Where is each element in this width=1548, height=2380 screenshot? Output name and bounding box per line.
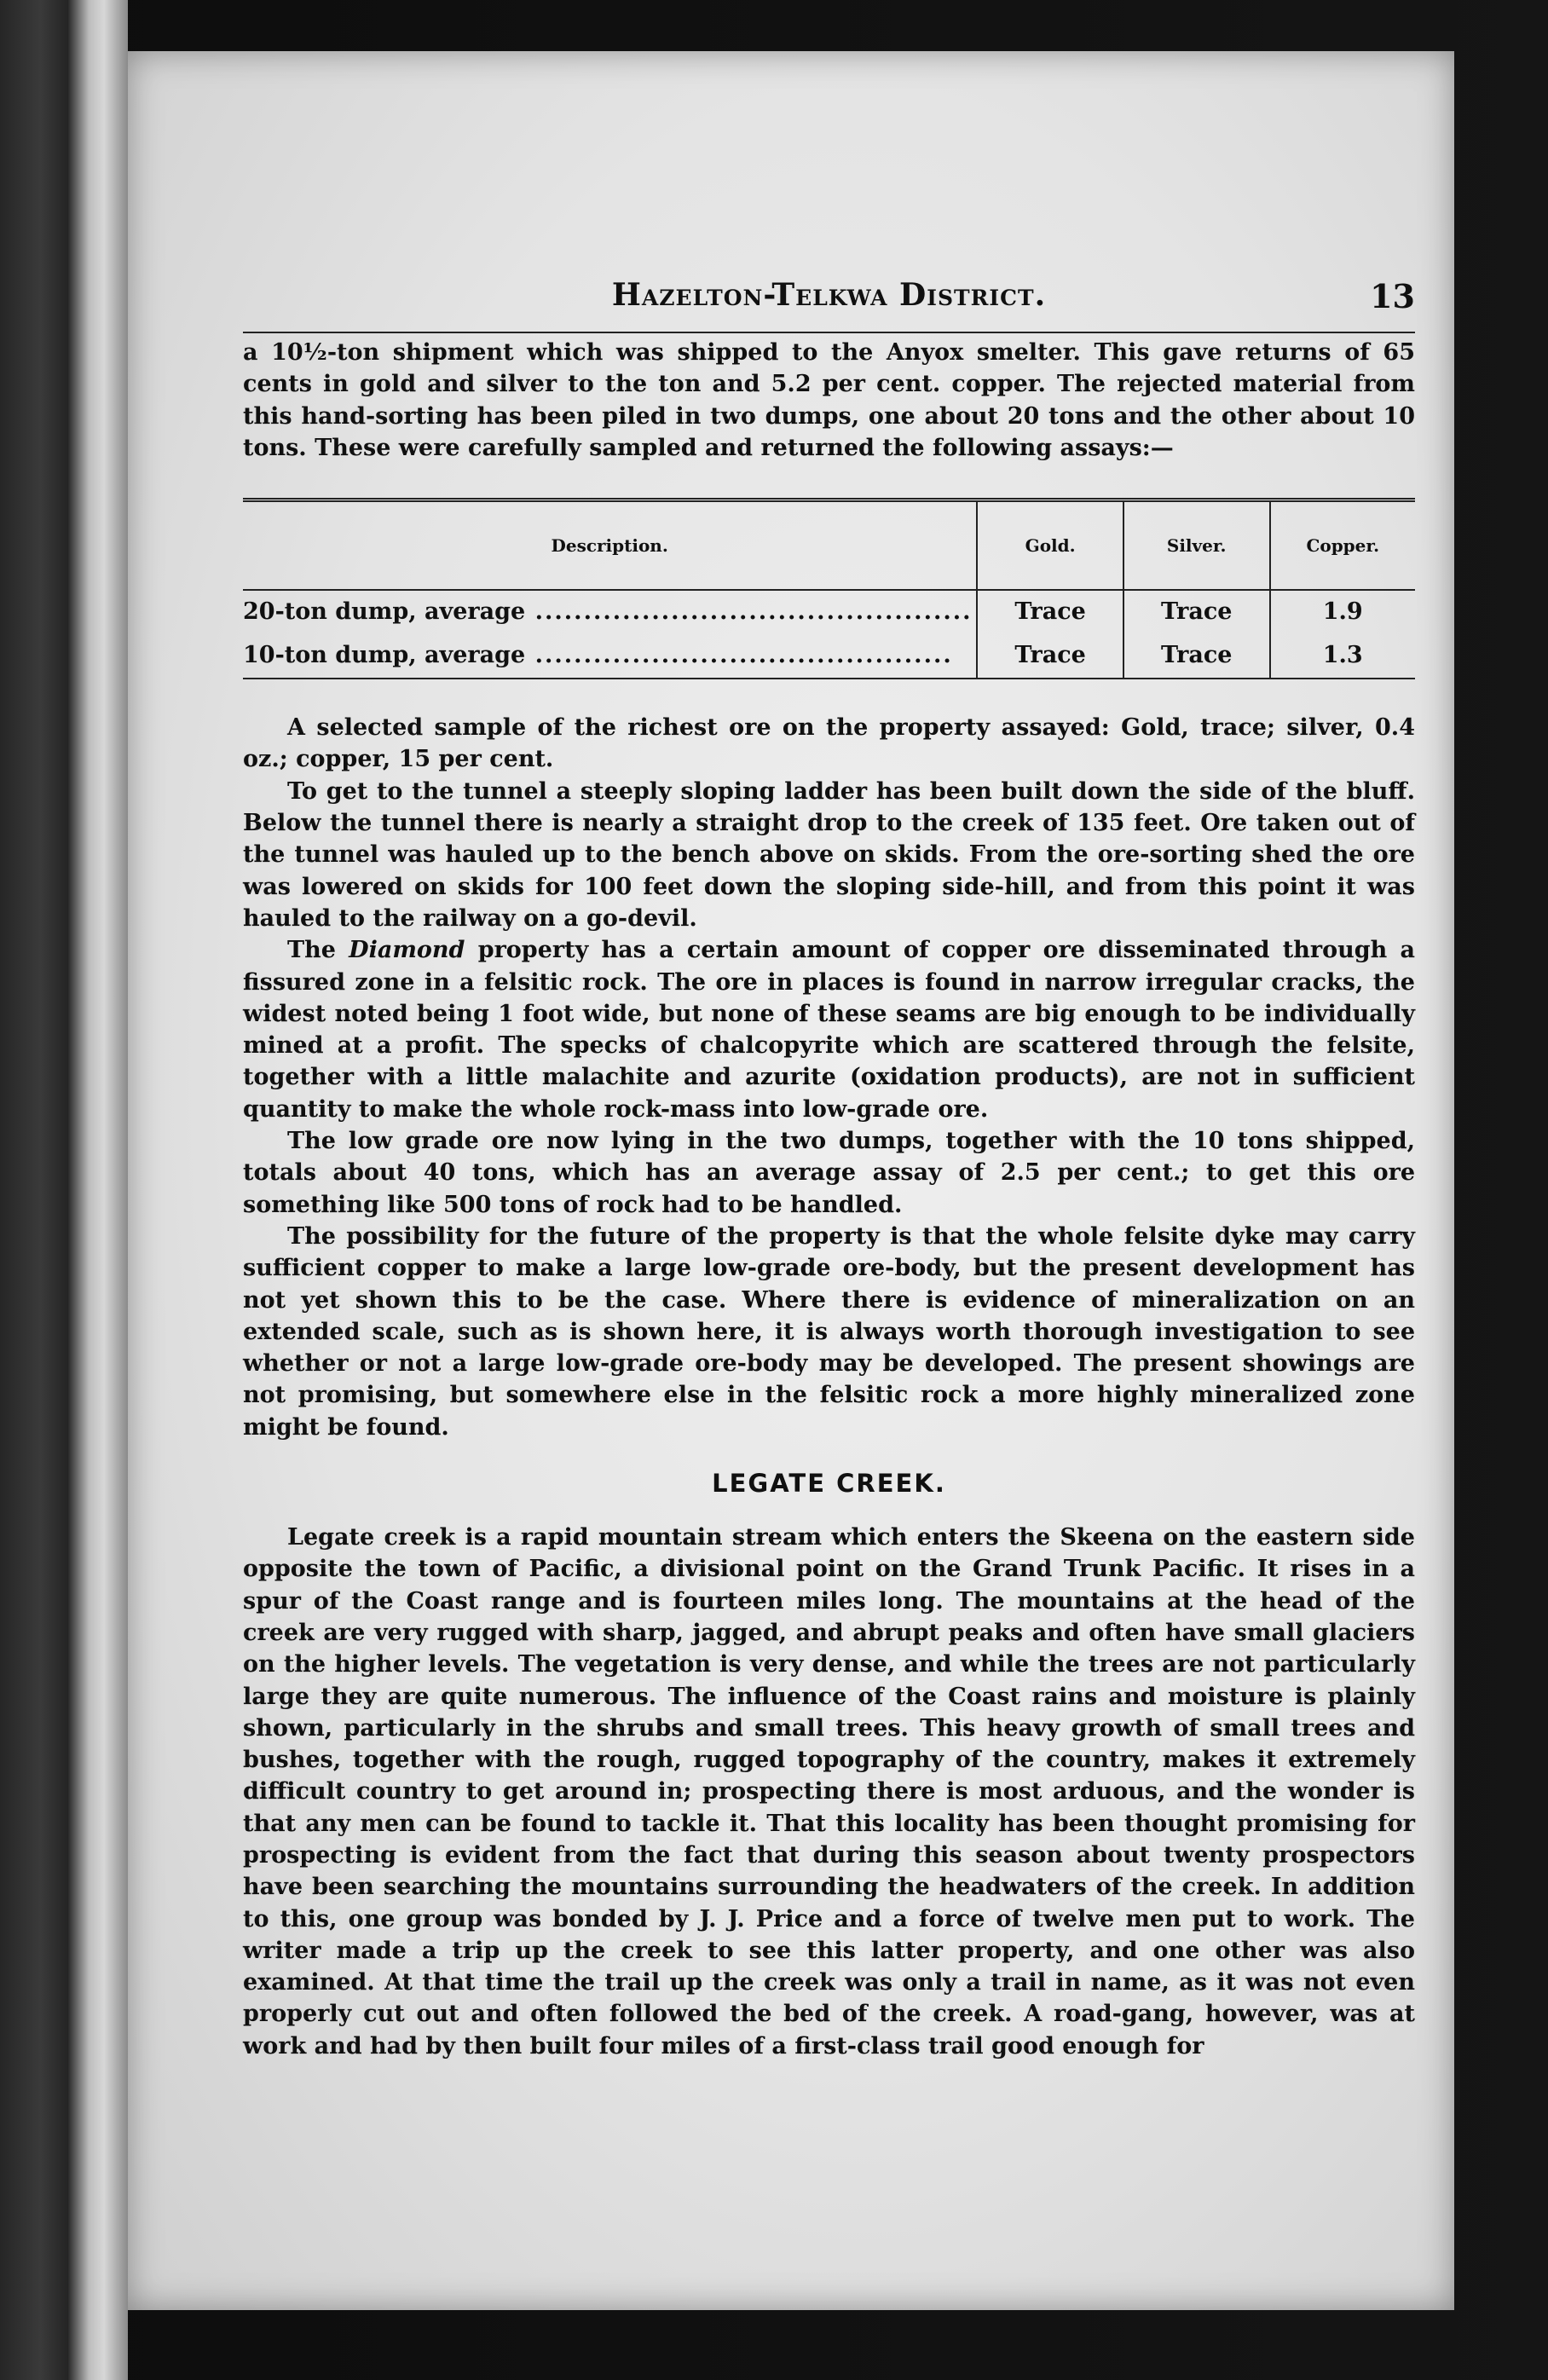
section-heading: LEGATE CREEK. (712, 1469, 946, 1499)
diamond-paragraph (243, 934, 1415, 1125)
row-silver: Trace (1123, 590, 1270, 634)
row-description: 10-ton dump, average (243, 642, 526, 669)
page-number: 13 (1370, 277, 1415, 315)
header-silver: Silver. (1123, 500, 1270, 591)
tunnel-paragraph: To get to the tunnel a steeply sloping ladder has been built down the side of the bluff. Below the tunnel there is nearly a straight drop to the creek of 135 feet. Ore taken out of the tunnel was hauled up to the bench above on skids. From the ore-sorting shed the ore was lowered on skids for 100 feet down the sloping side-hill, and from this point it was hauled to the railway on a go-devil. (243, 777, 1415, 932)
dot-leader: ........................................... (525, 642, 953, 669)
body-paragraphs (243, 712, 1415, 1443)
row-silver: Trace (1123, 634, 1270, 679)
intro-paragraph: a 10½-ton shipment which was shipped to the Anyox smelter. This gave returns of 65 cents in gold and silver to the ton and 5.2 per cent. copper. The rejected material from this hand-sorting has been piled in two dumps, one about 20 tons and the other about 10 tons. These were carefully sampled and returned the following assays:— (243, 339, 1415, 461)
legate-creek-paragraph: Legate creek is a rapid mountain stream which enters the Skeena on the eastern side opposite the town of Pacific, a divisional point on the Grand Trunk Pacific. It rises in a spur of the Coast range and is fourteen miles long. The mountains at the head of the creek are very rugged with sharp, jagged, and abrupt peaks and often have small glaciers on the higher levels. The vegetation is very dense, and while the trees are not particularly large they are quite numerous. The influence of the Coast rains and moisture is plainly shown, particularly in the shrubs and small trees. This heavy growth of small trees and bushes, together with the rough, rugged topography of the country, makes it extremely difficult country to get around in; prospecting there is most arduous, and the wonder is that any men can be found to tackle it. That this locality has been thought promising for prospecting is evident from the fact that during this season about twenty prospectors have been searching the mountains surrounding the headwaters of the creek. In addition to this, one group was bonded by J. J. Price and a force of twelve men put to work. The writer made a trip up the creek to see this latter property, and one other was also examined. At that time the trail up the creek was only a trail in name, as it was not even properly cut out and often followed the bed of the creek. A road-gang, however, was at work and had by then built four miles of a first-class trail good enough for (243, 1524, 1415, 2059)
dot-leader: ............................................. (525, 598, 973, 626)
assay-table-header-row (243, 500, 1415, 591)
selected-sample-paragraph: A selected sample of the richest ore on the property assayed: Gold, trace; silver, 0.4 oz.; copper, 15 per cent. (243, 714, 1415, 773)
row-description-cell (243, 634, 977, 679)
book-page (128, 51, 1454, 2310)
assay-table (243, 498, 1415, 679)
row-copper: 1.9 (1270, 590, 1416, 634)
row-gold: Trace (977, 634, 1123, 679)
running-head: Hazelton-Telkwa District. (611, 277, 1047, 313)
table-row (243, 590, 1415, 634)
page-content (243, 277, 1415, 2062)
row-copper: 1.3 (1270, 634, 1416, 679)
row-gold: Trace (977, 590, 1123, 634)
header-gold: Gold. (977, 500, 1123, 591)
row-description: 20-ton dump, average (243, 598, 526, 626)
diamond-property-name: Diamond (349, 937, 465, 964)
page-header (243, 277, 1415, 337)
page-gutter-shadow (68, 0, 128, 2380)
diamond-prefix: The (287, 937, 349, 964)
header-rule (243, 332, 1415, 333)
table-row (243, 634, 1415, 679)
possibility-paragraph: The possibility for the future of the property is that the whole felsite dyke may carry sufficient copper to make a large low-grade ore-body, but the present development has not yet shown this to be the case. Where there is evidence of mineralization on an extended scale, such as is shown here, it is always worth thorough investigation to see whether or not a large low-grade ore-body may be developed. The present showings are not promising, but somewhere else in the felsitic rock a more highly mineralized zone might be found. (243, 1222, 1415, 1441)
row-description-cell (243, 590, 977, 634)
dumps-paragraph: The low grade ore now lying in the two dumps, together with the 10 tons shipped, totals about 40 tons, which has an average assay of 2.5 per cent.; to get this ore something like 500 tons of rock had to be handled. (243, 1128, 1415, 1218)
diamond-text: property has a certain amount of copper ore disseminated through a fissured zone in a felsitic rock. The ore in places is found in narrow irregular cracks, the widest noted being 1 foot wide, but none of these seams are big enough to be individually mined at a profit. The specks of chalcopyrite which are scattered through the felsite, together with a little malachite and azurite (oxidation products), are not in sufficient quantity to make the whole rock-mass into low-grade ore. (243, 937, 1415, 1123)
header-copper: Copper. (1270, 500, 1416, 591)
header-description: Description. (243, 500, 977, 591)
